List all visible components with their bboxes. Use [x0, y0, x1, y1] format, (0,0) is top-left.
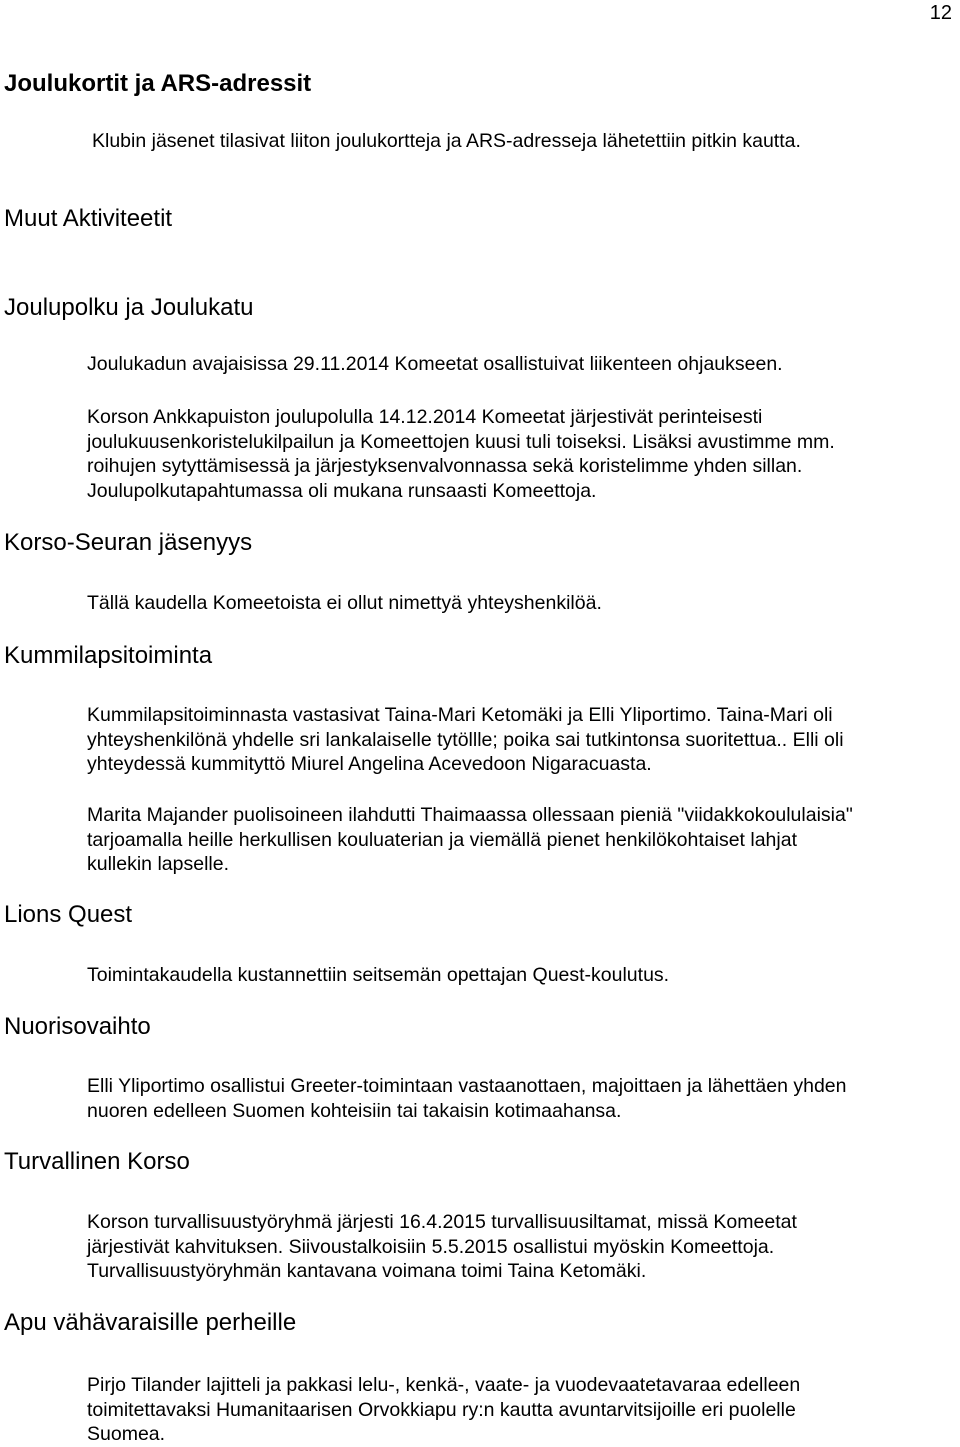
text-line: roihujen sytyttämisessä ja järjestyksenvalvonnassa sekä koristelimme yhden sillan.	[87, 455, 803, 477]
text-line: Toimintakaudella kustannettiin seitsemän opettajan Quest-koulutus.	[87, 964, 670, 986]
section-heading: Muut Aktiviteetit	[4, 205, 173, 232]
paragraph	[87, 405, 835, 503]
text-line: Klubin jäsenet tilasivat liiton joulukortteja ja ARS-adresseja lähetettiin pitkin kautta.	[92, 130, 801, 152]
text-line: Kummilapsitoiminnasta vastasivat Taina-Mari Ketomäki ja Elli Yliportimo. Taina-Mari oli	[87, 704, 833, 726]
paragraph	[87, 352, 783, 377]
text-line: yhteydessä kummityttö Miurel Angelina Acevedoon Nigaracuasta.	[87, 753, 652, 775]
text-line: Korson turvallisuustyöryhmä järjesti 16.4.2015 turvallisuusiltamat, missä Komeetat	[87, 1211, 797, 1233]
text-line: nuoren edelleen Suomen kohteisiin tai takaisin kotimaahansa.	[87, 1099, 622, 1122]
text-line: yhteyshenkilönä yhdelle sri lankalaiselle tytöllle; poika sai tutkintonsa suoritettua.. Elli oli	[87, 728, 844, 751]
text-line: joulukuusenkoristelukilpailun ja Komeettojen kuusi tuli toiseksi. Lisäksi avustimme mm.	[87, 430, 835, 453]
text-line: Pirjo Tilander lajitteli ja pakkasi lelu-, kenkä-, vaate- ja vuodevaatetavaraa edelleen	[87, 1374, 801, 1396]
section-heading: Kummilapsitoiminta	[4, 642, 213, 669]
paragraph	[87, 963, 669, 988]
section-heading: Joulukortit ja ARS-adressit	[4, 70, 312, 97]
paragraph	[87, 803, 853, 877]
text-line: Elli Yliportimo osallistui Greeter-toimintaan vastaanottaen, majoittaen ja lähettäen yhden	[87, 1075, 847, 1097]
text-line: järjestivät kahvituksen. Siivoustalkoisiin 5.5.2015 osallistui myöskin Komeettoja.	[87, 1235, 775, 1258]
text-line: Suomea.	[87, 1423, 166, 1445]
text-line: Marita Majander puolisoineen ilahdutti Thaimaassa ollessaan pieniä "viidakkokoululaisia"	[87, 804, 853, 826]
section-heading: Nuorisovaihto	[4, 1013, 151, 1040]
paragraph	[87, 1074, 846, 1123]
text-line: Joulupolkutapahtumassa oli mukana runsaasti Komeettoja.	[87, 479, 597, 502]
section-heading: Joulupolku ja Joulukatu	[4, 294, 254, 321]
text-line: toimitettavaksi Humanitaarisen Orvokkiapu ry:n kautta avuntarvitsijoille eri puolelle	[87, 1398, 796, 1421]
paragraph	[87, 1210, 797, 1284]
text-line: Tällä kaudella Komeetoista ei ollut nimettyä yhteyshenkilöä.	[87, 592, 602, 614]
section-heading: Apu vähävaraisille perheille	[4, 1309, 297, 1336]
page-number: 12	[929, 2, 952, 24]
section-heading: Lions Quest	[4, 901, 133, 928]
paragraph	[87, 591, 602, 616]
paragraph	[87, 1373, 800, 1447]
text-line: Korson Ankkapuiston joulupolulla 14.12.2014 Komeetat järjestivät perinteisesti	[87, 406, 763, 428]
section-heading: Turvallinen Korso	[4, 1148, 190, 1175]
text-line: kullekin lapselle.	[87, 853, 229, 875]
paragraph	[92, 129, 801, 154]
section-heading: Korso-Seuran jäsenyys	[4, 529, 253, 556]
text-line: tarjoamalla heille herkullisen kouluaterian ja viemällä pienet henkilökohtaiset lahjat	[87, 828, 797, 851]
text-line: Turvallisuustyöryhmän kantavana voimana toimi Taina Ketomäki.	[87, 1260, 647, 1282]
paragraph	[87, 703, 844, 777]
text-line: Joulukadun avajaisissa 29.11.2014 Komeetat osallistuivat liikenteen ohjaukseen.	[87, 353, 783, 375]
